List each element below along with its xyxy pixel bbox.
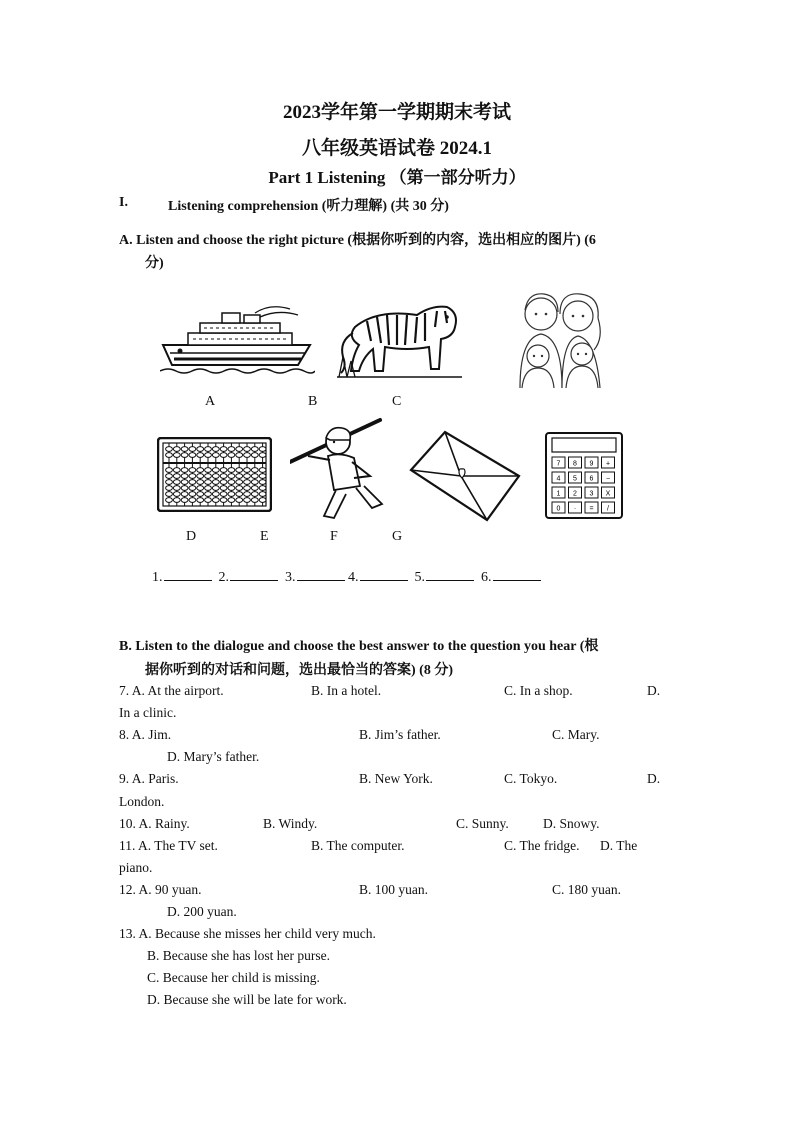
answer-blanks	[152, 567, 541, 586]
q11-option-d-text: piano.	[119, 860, 153, 875]
q11-option-c: C. The fridge.	[504, 838, 580, 853]
picture-label-b: B	[308, 394, 318, 409]
q9-option-c: C. Tokyo.	[504, 771, 558, 786]
picture-label-e: E	[260, 529, 269, 544]
q8-option-d: D. Mary’s father.	[167, 749, 260, 764]
answer-blank-2[interactable]	[230, 567, 278, 581]
picture-label-g: G	[392, 529, 403, 544]
calculator-key-label: 2	[573, 490, 577, 498]
blank-label-4: 4.	[348, 570, 359, 585]
exam-title: 2023学年第一学期期末考试	[282, 102, 511, 123]
family-picture	[508, 288, 618, 388]
q8-option-a: 8. A. Jim.	[119, 727, 172, 742]
q11-option-d: D. The	[600, 838, 638, 853]
q8-option-c: C. Mary.	[552, 727, 600, 742]
answer-blank-1[interactable]	[164, 567, 212, 581]
q13-option-c: C. Because her child is missing.	[147, 970, 320, 985]
picture-label-d: D	[186, 529, 197, 544]
blank-label-5: 5.	[414, 570, 425, 585]
q11-option-b: B. The computer.	[311, 838, 405, 853]
q10-option-b: B. Windy.	[263, 816, 318, 831]
envelope-picture	[409, 430, 521, 522]
calculator-key-label: 9	[589, 460, 594, 468]
q7-option-d-text: In a clinic.	[119, 705, 177, 720]
calculator-key-label: 8	[573, 460, 577, 468]
baseball-player-picture	[290, 416, 390, 521]
calculator-key-label: =	[589, 505, 594, 513]
part-a-instruction: A. Listen and choose the right picture (根据你听到的内容，选出相应的图片) (6	[119, 233, 596, 248]
q7-option-b: B. In a hotel.	[311, 683, 382, 698]
picture-label-c: C	[392, 394, 402, 409]
part-b-instruction: B. Listen to the dialogue and choose the best answer to the question you hear (根	[119, 639, 599, 654]
calculator-key-label: 7	[556, 460, 561, 468]
blank-label-1: 1.	[152, 570, 163, 585]
q11-option-a: 11. A. The TV set.	[119, 838, 218, 853]
q10-option-c: C. Sunny.	[456, 816, 509, 831]
q12-option-b: B. 100 yuan.	[359, 882, 428, 897]
calculator-key-label: /	[607, 505, 609, 513]
picture-label-f: F	[330, 529, 338, 544]
part-b-instruction-cont: 据你听到的对话和问题，选出最恰当的答案) (8 分)	[145, 663, 453, 678]
calculator-key-label: 3	[589, 490, 594, 498]
q12-option-d: D. 200 yuan.	[167, 904, 237, 919]
calculator-key-label: X	[605, 490, 611, 498]
q12-option-a: 12. A. 90 yuan.	[119, 882, 202, 897]
section-heading: Listening comprehension (听力理解) (共 30 分)	[168, 199, 449, 214]
answer-blank-3[interactable]	[297, 567, 345, 581]
q9-option-a: 9. A. Paris.	[119, 771, 179, 786]
part-title: Part 1 Listening （第一部分听力）	[268, 168, 526, 187]
q9-option-d-text: London.	[119, 794, 165, 809]
section-number: I.	[119, 195, 128, 210]
answer-blank-6[interactable]	[493, 567, 541, 581]
calculator-key-label: 1	[556, 490, 561, 498]
blank-label-2: 2.	[218, 570, 229, 585]
q13-option-b: B. Because she has lost her purse.	[147, 948, 330, 963]
abacus-picture	[157, 437, 272, 512]
part-a-instruction-cont: 分)	[145, 256, 164, 271]
q8-option-b: B. Jim’s father.	[359, 727, 441, 742]
calculator-picture	[545, 432, 623, 519]
blank-label-6: 6.	[481, 570, 492, 585]
picture-label-a: A	[205, 394, 216, 409]
q7-option-a: 7. A. At the airport.	[119, 683, 224, 698]
tiger-picture	[337, 297, 462, 382]
q9-option-b: B. New York.	[359, 771, 433, 786]
exam-subtitle: 八年级英语试卷 2024.1	[301, 138, 492, 159]
q7-option-d: D.	[647, 683, 661, 698]
calculator-key-label: +	[605, 460, 611, 468]
calculator-key-label: 5	[573, 475, 577, 483]
q10-option-a: 10. A. Rainy.	[119, 816, 190, 831]
ship-picture	[160, 303, 315, 378]
q13-option-a: 13. A. Because she misses her child very much.	[119, 926, 376, 941]
q12-option-c: C. 180 yuan.	[552, 882, 621, 897]
blank-label-3: 3.	[285, 570, 296, 585]
calculator-key-label: −	[605, 475, 611, 483]
calculator-key-label: 6	[589, 475, 594, 483]
q10-option-d: D. Snowy.	[543, 816, 600, 831]
answer-blank-4[interactable]	[360, 567, 408, 581]
q9-option-d: D.	[647, 771, 661, 786]
calculator-key-label: ·	[573, 505, 577, 513]
q7-option-c: C. In a shop.	[504, 683, 573, 698]
answer-blank-5[interactable]	[426, 567, 474, 581]
calculator-key-label: 0	[556, 505, 561, 513]
calculator-key-label: 4	[556, 475, 561, 483]
q13-option-d: D. Because she will be late for work.	[147, 992, 347, 1007]
